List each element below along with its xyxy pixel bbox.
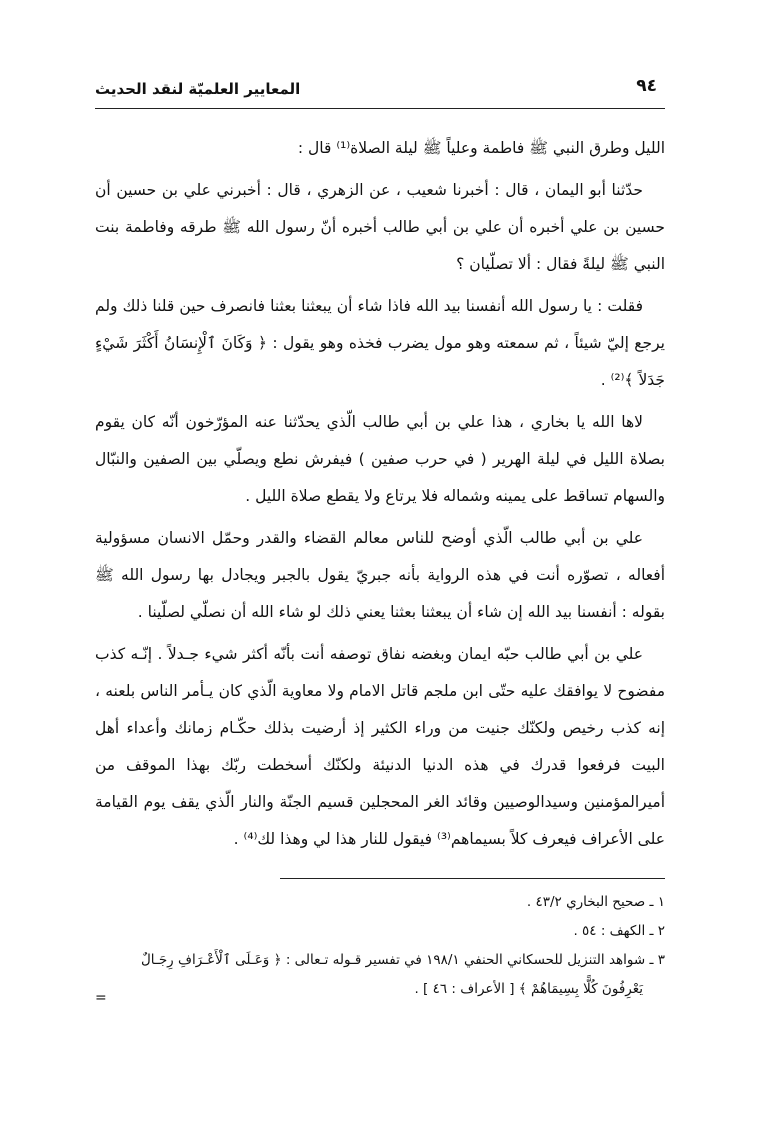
paragraph-hadith-chain: حدّثنا أبو اليمان ، قال : أخبرنا شعيب ، عن الزهري ، قال : أخبرني علي بن حسين أن حسين بن علي أخبره أن علي بن أبي طالب أخبره أنّ رسول الله ﷺ طرقه وفاطمة بنت النبي ﷺ ليلةً فقال : ألا تصلّيان ؟ xyxy=(95,181,665,273)
paragraph-commentary-3: علي بن أبي طالب حبّه ايمان وبغضه نفاق توصفه أنت بأنّه أكثر شيء جـدلاً . إنّـه كذب مفضوح لا يوافقك عليه حتّى ابن ملجم قاتل الامام ولا معاوية الّذي كان يـأمر الناس بلعنه ، إنه كذب رخيص ولكنّك جنيت من وراء الكثير إذ أرضيت بذلك حكّـام زمانك وأعداء أهل البيت فرفعوا قدرك في هذه الدنيا الدنيئة ولكنّك أسخطت ربّك بهذا الموقف من أميرالمؤمنين وسيدالوصيين وقائد الغر المحجلين قسيم الجنّة والنار الّذي يقف يوم القيامة على الأعراف فيعرف كلاً بسيماهم⁽³⁾ فيقول للنار هذا لي وهذا لك⁽⁴⁾ . xyxy=(95,645,665,848)
footnote-3-continuation: يَعْرِفُونَ كُلًّا بِسِيمَاهُمْ ﴾ [ الأعراف : ٤٦ ] . xyxy=(414,981,643,997)
page-number: ٩٤ xyxy=(636,76,657,96)
footnotes xyxy=(95,888,665,1004)
running-title: المعايير العلميّة لنقد الحديث xyxy=(95,80,301,98)
footnote-separator xyxy=(280,878,665,879)
footnote-3: ٣ ـ شواهد التنزيل للحسكاني الحنفي ١٩٨/١ في تفسير قـوله تـعالى : ﴿ وَعَـلَى ٱلْأَعْـرَافِ رِجَـالٌ xyxy=(140,952,665,968)
book-page xyxy=(95,70,665,1070)
paragraph-commentary-1: لاها الله يا بخاري ، هذا علي بن أبي طالب الّذي يحدّثنا عنه المؤرّخون أنّه كان يقوم بصلاة الليل في ليلة الهرير ( في حرب صفين ) فيفرش نطع ويصلّي بين الصفين والنبّال والسهام تساقط على يمينه وشماله فلا يرتاع ولا يقطع صلاة الليل . xyxy=(95,413,665,505)
paragraph-hadith-text: فقلت : يا رسول الله أنفسنا بيد الله فاذا شاء أن يبعثنا بعثنا فانصرف حين قلنا ذلك ولم يرجع إليّ شيئاً ، ثم سمعته وهو مول يضرب فخذه وهو يقول : ﴿ وَكَانَ ٱلْإِنسَانُ أَكْثَرَ شَيْءٍ جَدَلاً ﴾⁽²⁾ . xyxy=(95,297,665,389)
paragraph-continuation: الليل وطرق النبي ﷺ فاطمة وعلياً ﷺ ليلة الصلاة⁽¹⁾ قال : xyxy=(297,139,665,157)
body-text xyxy=(95,130,665,863)
footnote-2: ٢ ـ الكهف : ٥٤ . xyxy=(573,923,665,939)
paragraph-commentary-2: علي بن أبي طالب الّذي أوضح للناس معالم القضاء والقدر وحمّل الانسان مسؤولية أفعاله ، تصوّره أنت في هذه الرواية بأنه جبريّ يقول بالجبر ويجادل بها رسول الله ﷺ بقوله : أنفسنا بيد الله إن شاء أن يبعثنا بعثنا يعني ذلك لو شاء الله أن نصلّي لصلّينا . xyxy=(95,529,665,621)
footnote-1: ١ ـ صحيح البخاري ٤٣/٢ . xyxy=(526,894,665,910)
page-header xyxy=(95,70,665,109)
continuation-mark: = xyxy=(95,990,107,1006)
